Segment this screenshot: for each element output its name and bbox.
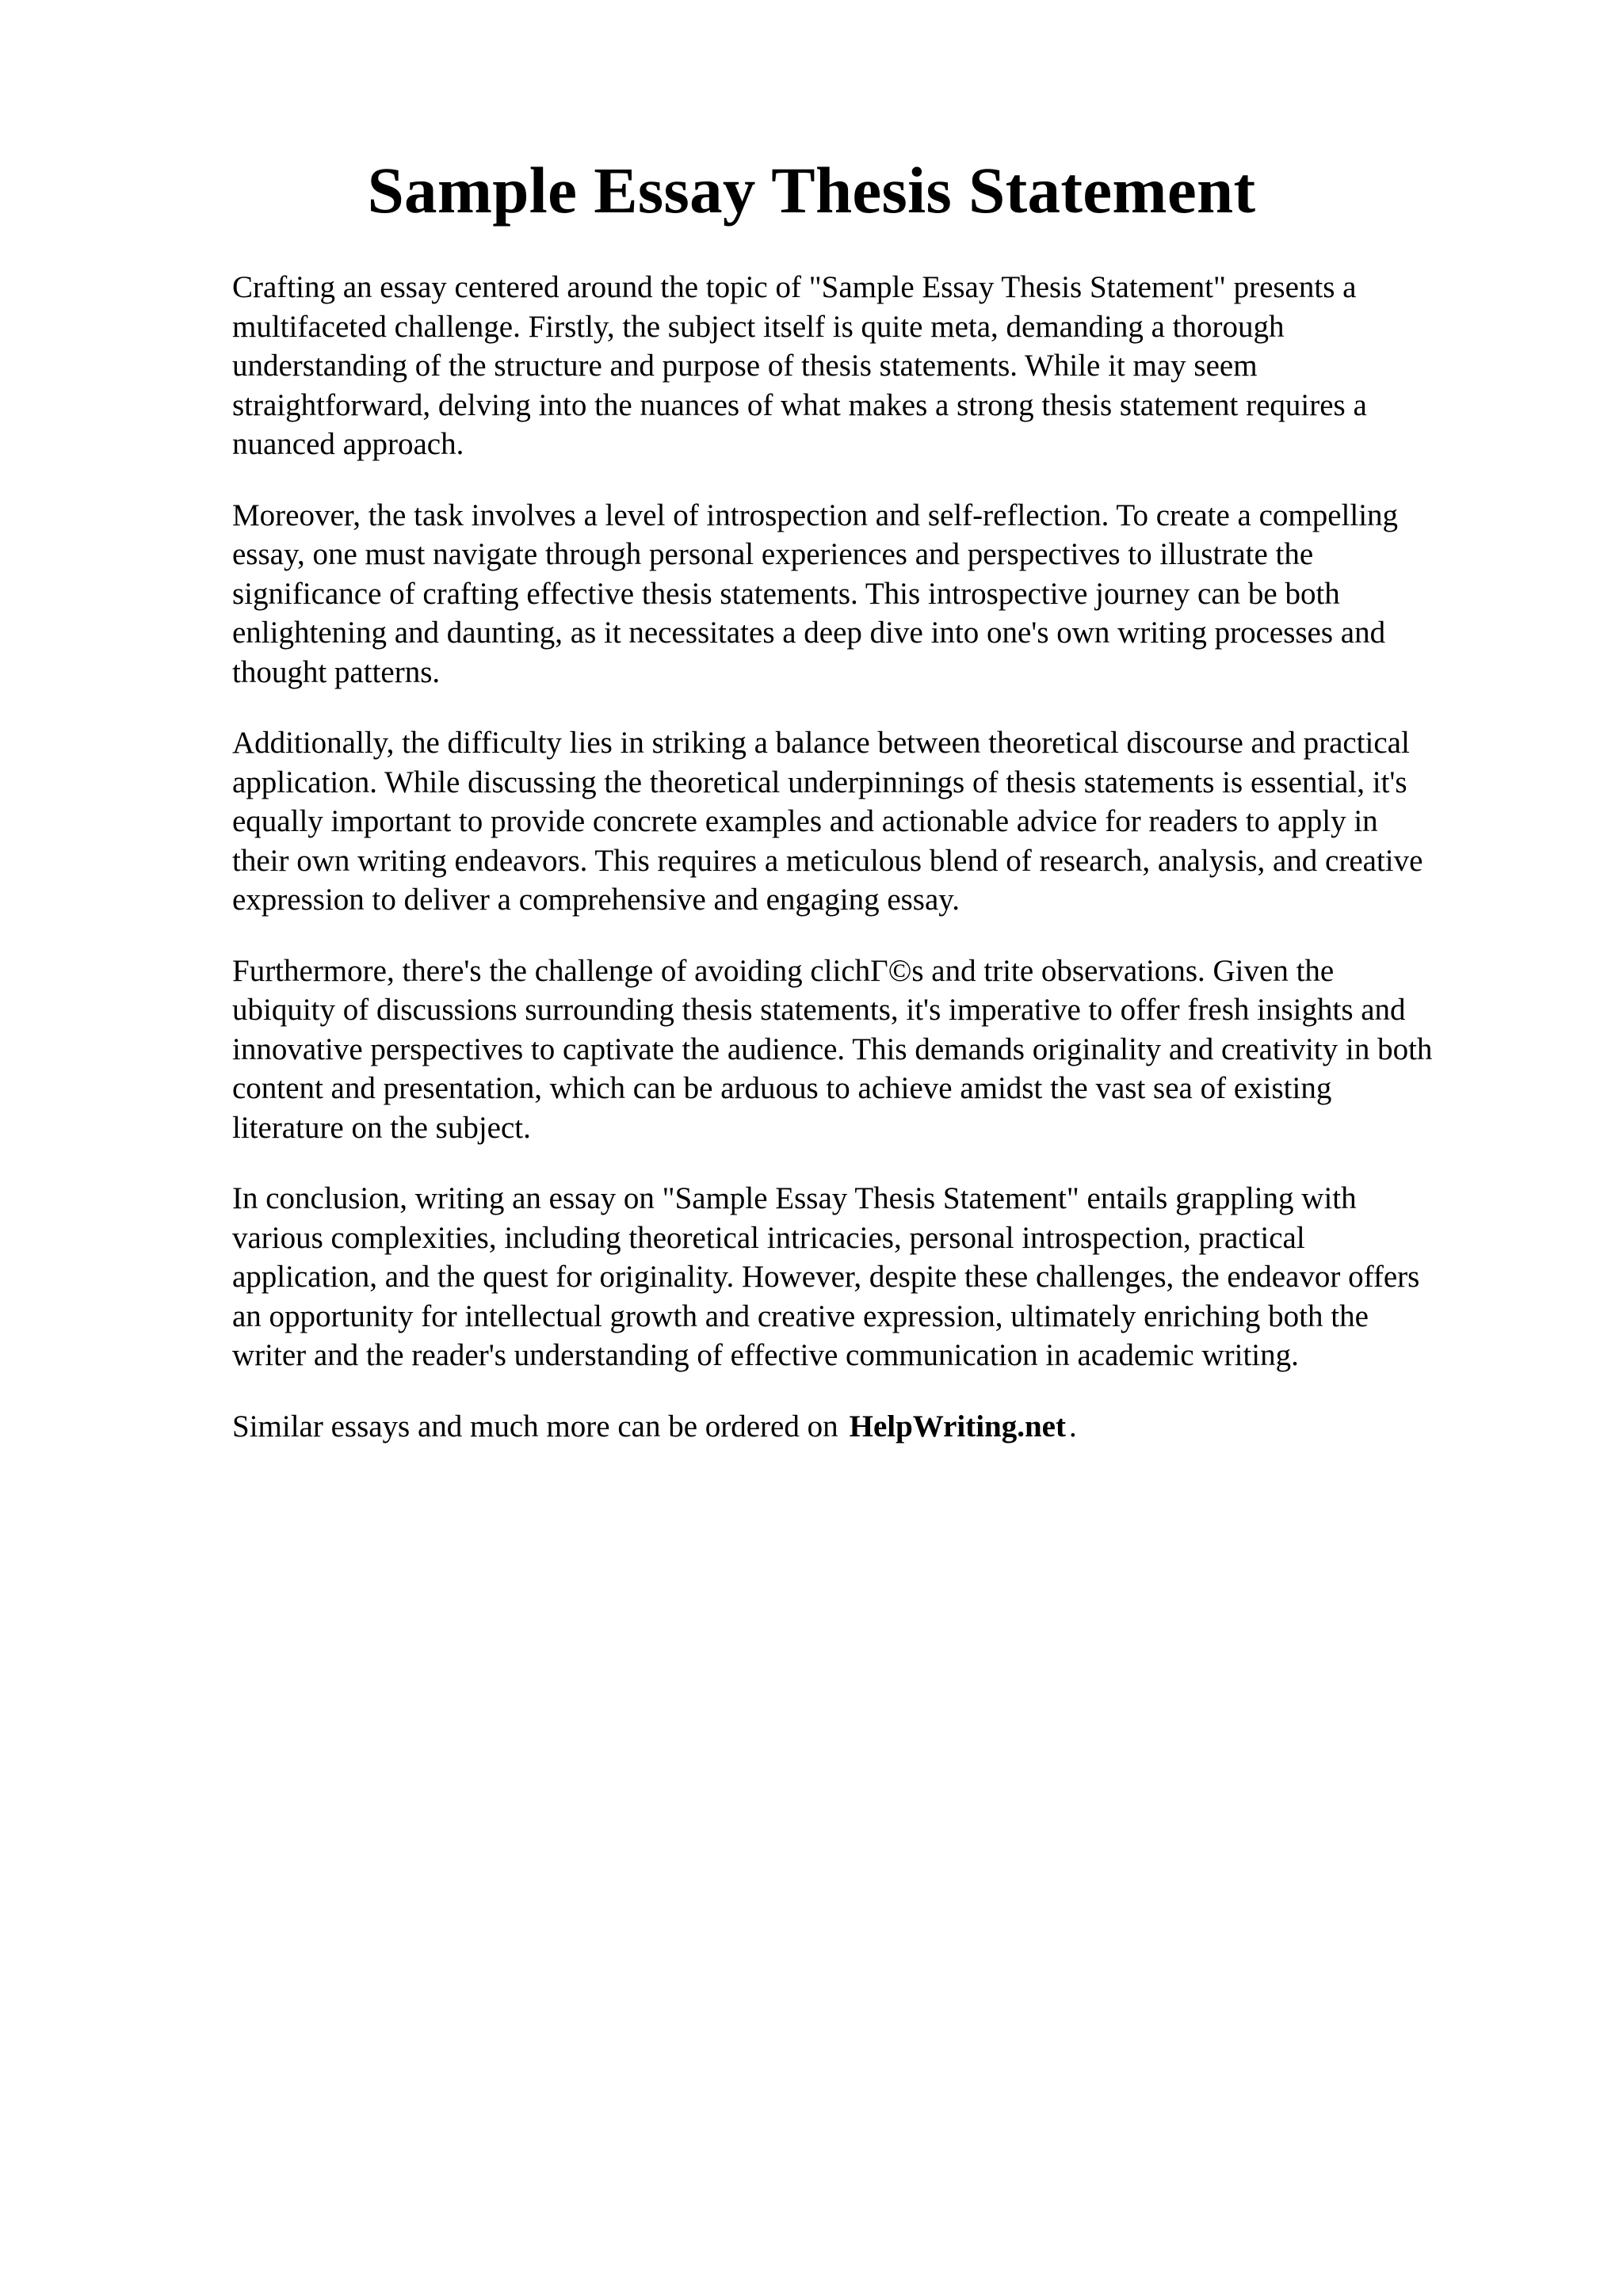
document-title: Sample Essay Thesis Statement xyxy=(367,154,1256,227)
paragraph-5: In conclusion, writing an essay on "Sample Essay Thesis Statement" entails grappling with various complexities, including theoretical intricacies, personal introspection, practical application, and the quest for originality. However, despite these challenges, the endeavor offers an opportunity for intellectual growth and creative expression, ultimately enriching both the writer and the reader's understanding of effective communication in academic writing. xyxy=(232,1181,1420,1372)
paragraph-3: Additionally, the difficulty lies in striking a balance between theoretical discourse and practical application. While discussing the theoretical underpinnings of thesis statements is essential, it's equally important to provide concrete examples and actionable advice for readers to apply in their own writing endeavors. This requires a meticulous blend of research, analysis, and creative expression to deliver a comprehensive and engaging essay. xyxy=(232,726,1423,917)
essay-body xyxy=(232,268,1532,1478)
paragraph-1: Crafting an essay centered around the topic of "Sample Essay Thesis Statement" presents a multifaceted challenge. Firstly, the subject itself is quite meta, demanding a thorough understanding of the structure and purpose of thesis statements. While it may seem straightforward, delving into the nuances of what makes a strong thesis statement requires a nuanced approach. xyxy=(232,270,1367,461)
paragraph-4: Furthermore, there's the challenge of avoiding clichΓ©s and trite observations. Given the ubiquity of discussions surrounding thesis statements, it's imperative to offer fresh insights and innovative perspectives to captivate the audience. This demands originality and creativity in both content and presentation, which can be arduous to achieve amidst the vast sea of existing literature on the subject. xyxy=(232,953,1433,1145)
site-link[interactable]: HelpWriting.net xyxy=(849,1409,1066,1444)
closing-text: Similar essays and much more can be ordered on xyxy=(232,1409,838,1444)
closing-period: . xyxy=(1068,1409,1077,1444)
paragraph-2: Moreover, the task involves a level of introspection and self-reflection. To create a compelling essay, one must navigate through personal experiences and perspectives to illustrate the significance of crafting effective thesis statements. This introspective journey can be both enlightening and daunting, as it necessitates a deep dive into one's own writing processes and thought patterns. xyxy=(232,498,1399,689)
closing-line xyxy=(232,1407,1532,1447)
